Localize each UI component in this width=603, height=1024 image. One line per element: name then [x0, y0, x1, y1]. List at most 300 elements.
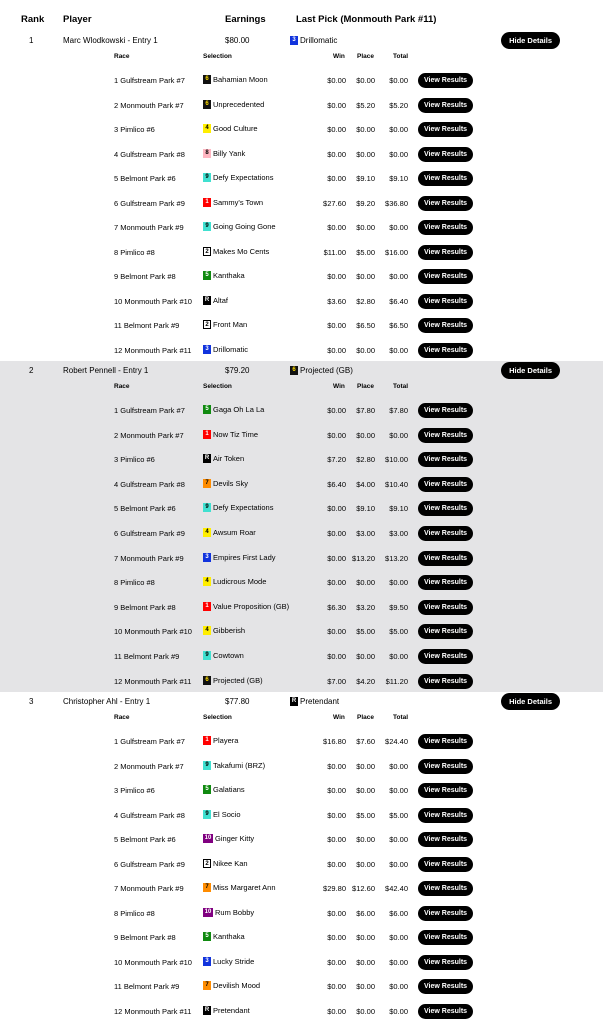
total-amount: $0.00: [368, 786, 408, 795]
view-results-button[interactable]: View Results: [418, 501, 473, 516]
race-result-row: [0, 926, 603, 951]
post-position-badge: 4: [203, 626, 211, 635]
selection-column-header: Selection: [203, 383, 232, 390]
total-amount: $10.00: [368, 455, 408, 464]
win-amount: $0.00: [306, 578, 346, 587]
post-position-badge: 7: [203, 981, 211, 990]
post-position-badge: 6: [290, 366, 298, 375]
view-results-button[interactable]: View Results: [418, 73, 473, 88]
race-result-row: [0, 399, 603, 424]
race-result-row: [0, 828, 603, 853]
race-result-row: [0, 339, 603, 364]
place-amount: $2.80: [335, 297, 375, 306]
rank-header: Rank: [21, 14, 44, 25]
hide-details-button[interactable]: Hide Details: [501, 693, 560, 710]
win-amount: $7.20: [306, 455, 346, 464]
race-name: 7 Monmouth Park #9: [114, 554, 184, 563]
race-result-row: [0, 473, 603, 498]
entry-rank: 1: [29, 36, 33, 45]
win-amount: $0.00: [306, 174, 346, 183]
selection-horse: Drillomatic: [213, 345, 248, 354]
total-amount: $24.40: [368, 737, 408, 746]
race-column-header: Race: [114, 714, 130, 721]
post-position-badge: 1: [203, 430, 211, 439]
selection-horse: Gibberish: [213, 626, 245, 635]
win-column-header: Win: [333, 383, 345, 390]
total-amount: $0.00: [368, 860, 408, 869]
view-results-button[interactable]: View Results: [418, 147, 473, 162]
race-name: 8 Pimlico #8: [114, 578, 155, 587]
entry-earnings: $80.00: [225, 36, 249, 45]
race-name: 7 Monmouth Park #9: [114, 223, 184, 232]
win-amount: $0.00: [306, 504, 346, 513]
post-position-badge: 3: [203, 957, 211, 966]
race-name: 2 Monmouth Park #7: [114, 101, 184, 110]
race-selection: [203, 271, 245, 280]
view-results-button[interactable]: View Results: [418, 245, 473, 260]
post-position-badge: 6: [203, 676, 211, 685]
hide-details-button[interactable]: Hide Details: [501, 32, 560, 49]
total-amount: $5.00: [368, 811, 408, 820]
race-selection: [203, 173, 273, 182]
entry-player-name: Marc Wlodkowski - Entry 1: [63, 36, 158, 45]
place-amount: $5.00: [335, 248, 375, 257]
view-results-button[interactable]: View Results: [418, 171, 473, 186]
race-selection: [203, 932, 245, 941]
post-position-badge: R: [203, 296, 211, 305]
last-pick-header: Last Pick (Monmouth Park #11): [296, 14, 436, 25]
win-amount: $0.00: [306, 1007, 346, 1016]
place-amount: $5.20: [335, 101, 375, 110]
race-selection: [203, 626, 245, 635]
race-selection: [203, 736, 238, 745]
details-column-headers: [0, 714, 603, 730]
view-results-button[interactable]: View Results: [418, 857, 473, 872]
entry-summary-row: [0, 692, 603, 714]
place-amount: $0.00: [335, 860, 375, 869]
race-selection: [203, 602, 289, 611]
race-selection: [203, 75, 268, 84]
place-amount: $0.00: [335, 835, 375, 844]
win-amount: $11.00: [306, 248, 346, 257]
place-amount: $0.00: [335, 652, 375, 661]
place-amount: $7.80: [335, 406, 375, 415]
race-selection: [203, 124, 258, 133]
selection-horse: Front Man: [213, 320, 247, 329]
race-name: 3 Pimlico #6: [114, 786, 155, 795]
view-results-button[interactable]: View Results: [418, 881, 473, 896]
total-amount: $0.00: [368, 431, 408, 440]
win-amount: $0.00: [306, 835, 346, 844]
post-position-badge: 3: [203, 553, 211, 562]
race-name: 12 Monmouth Park #11: [114, 346, 191, 355]
leaderboard-header: [0, 0, 603, 34]
post-position-badge: 5: [203, 405, 211, 414]
entry-rank: 2: [29, 366, 33, 375]
selection-horse: Rum Bobby: [215, 908, 254, 917]
view-results-button[interactable]: View Results: [418, 674, 473, 689]
view-results-button[interactable]: View Results: [418, 955, 473, 970]
earnings-header: Earnings: [225, 14, 266, 25]
race-result-row: [0, 69, 603, 94]
selection-horse: Projected (GB): [213, 676, 263, 685]
race-result-row: [0, 951, 603, 976]
post-position-badge: 10: [203, 834, 213, 843]
race-selection: [203, 222, 276, 231]
selection-horse: Ludicrous Mode: [213, 577, 266, 586]
race-name: 1 Gulfstream Park #7: [114, 737, 185, 746]
total-amount: $0.00: [368, 835, 408, 844]
selection-horse: Pretendant: [213, 1006, 250, 1015]
view-results-button[interactable]: View Results: [418, 403, 473, 418]
win-amount: $0.00: [306, 982, 346, 991]
place-amount: $7.60: [335, 737, 375, 746]
race-selection: [203, 981, 260, 990]
place-amount: $6.50: [335, 321, 375, 330]
place-amount: $5.00: [335, 811, 375, 820]
race-name: 8 Pimlico #8: [114, 248, 155, 257]
place-column-header: Place: [357, 53, 374, 60]
race-result-row: [0, 620, 603, 645]
race-result-row: [0, 853, 603, 878]
view-results-button[interactable]: View Results: [418, 196, 473, 211]
selection-horse: Devilish Mood: [213, 981, 260, 990]
place-amount: $4.20: [335, 677, 375, 686]
total-amount: $9.10: [368, 504, 408, 513]
win-amount: $0.00: [306, 529, 346, 538]
selection-horse: Empires First Lady: [213, 553, 276, 562]
entry-last-pick: [290, 36, 337, 45]
post-position-badge: 5: [203, 785, 211, 794]
race-result-row: [0, 192, 603, 217]
total-amount: $9.10: [368, 174, 408, 183]
race-selection: [203, 553, 276, 562]
race-column-header: Race: [114, 383, 130, 390]
total-amount: $0.00: [368, 76, 408, 85]
place-amount: $0.00: [335, 958, 375, 967]
last-pick-horse: Pretendant: [300, 697, 339, 706]
race-name: 6 Gulfstream Park #9: [114, 529, 185, 538]
selection-horse: Playera: [213, 736, 238, 745]
race-result-row: [0, 143, 603, 168]
place-amount: $0.00: [335, 76, 375, 85]
race-result-row: [0, 755, 603, 780]
race-name: 3 Pimlico #6: [114, 125, 155, 134]
race-result-row: [0, 265, 603, 290]
win-amount: $0.00: [306, 811, 346, 820]
win-amount: $0.00: [306, 101, 346, 110]
race-result-row: [0, 497, 603, 522]
entry-summary-row: [0, 31, 603, 53]
race-result-row: [0, 314, 603, 339]
place-column-header: Place: [357, 714, 374, 721]
race-selection: [203, 810, 241, 819]
race-name: 12 Monmouth Park #11: [114, 677, 191, 686]
view-results-button[interactable]: View Results: [418, 269, 473, 284]
selection-horse: Air Token: [213, 454, 244, 463]
race-selection: [203, 577, 266, 586]
post-position-badge: 7: [203, 883, 211, 892]
selection-horse: Makes Mo Cents: [213, 247, 269, 256]
race-name: 4 Gulfstream Park #8: [114, 480, 185, 489]
total-amount: $0.00: [368, 982, 408, 991]
selection-horse: Awsum Roar: [213, 528, 256, 537]
selection-horse: Billy Yank: [213, 149, 245, 158]
view-results-button[interactable]: View Results: [418, 428, 473, 443]
race-selection: [203, 454, 244, 463]
win-amount: $0.00: [306, 786, 346, 795]
race-result-row: [0, 522, 603, 547]
place-amount: $0.00: [335, 431, 375, 440]
view-results-button[interactable]: View Results: [418, 930, 473, 945]
win-amount: $6.30: [306, 603, 346, 612]
post-position-badge: 3: [203, 345, 211, 354]
race-name: 9 Belmont Park #8: [114, 603, 176, 612]
race-result-row: [0, 670, 603, 695]
leaderboard-entry: [0, 31, 603, 361]
entry-earnings: $79.20: [225, 366, 249, 375]
place-amount: $2.80: [335, 455, 375, 464]
place-amount: $0.00: [335, 223, 375, 232]
win-amount: $0.00: [306, 627, 346, 636]
race-name: 9 Belmont Park #8: [114, 272, 176, 281]
place-amount: $4.00: [335, 480, 375, 489]
place-amount: $0.00: [335, 1007, 375, 1016]
total-amount: $0.00: [368, 652, 408, 661]
post-position-badge: 1: [203, 736, 211, 745]
selection-horse: Gaga Oh La La: [213, 405, 264, 414]
post-position-badge: 10: [203, 908, 213, 917]
race-selection: [203, 785, 245, 794]
race-result-row: [0, 424, 603, 449]
win-amount: $16.80: [306, 737, 346, 746]
selection-horse: Kanthaka: [213, 271, 245, 280]
post-position-badge: 2: [203, 320, 211, 329]
entry-player-name: Robert Pennell - Entry 1: [63, 366, 148, 375]
post-position-badge: 9: [203, 810, 211, 819]
post-position-badge: R: [203, 1006, 211, 1015]
details-column-headers: [0, 53, 603, 69]
race-result-row: [0, 975, 603, 1000]
place-amount: $0.00: [335, 346, 375, 355]
post-position-badge: 1: [203, 602, 211, 611]
win-amount: $0.00: [306, 125, 346, 134]
selection-horse: Unprecedented: [213, 100, 264, 109]
total-amount: $0.00: [368, 272, 408, 281]
total-amount: $0.00: [368, 150, 408, 159]
race-selection: [203, 320, 247, 329]
race-name: 2 Monmouth Park #7: [114, 762, 184, 771]
total-amount: $42.40: [368, 884, 408, 893]
selection-horse: Cowtown: [213, 651, 244, 660]
view-results-button[interactable]: View Results: [418, 1004, 473, 1019]
post-position-badge: 9: [203, 761, 211, 770]
win-amount: $0.00: [306, 652, 346, 661]
race-name: 10 Monmouth Park #10: [114, 297, 192, 306]
view-results-button[interactable]: View Results: [418, 759, 473, 774]
win-amount: $0.00: [306, 272, 346, 281]
selection-horse: Galatians: [213, 785, 245, 794]
selection-horse: Good Culture: [213, 124, 258, 133]
total-amount: $7.80: [368, 406, 408, 415]
place-amount: $0.00: [335, 578, 375, 587]
race-name: 5 Belmont Park #6: [114, 174, 176, 183]
view-results-button[interactable]: View Results: [418, 832, 473, 847]
selection-horse: Devils Sky: [213, 479, 248, 488]
race-name: 11 Belmont Park #9: [114, 321, 179, 330]
win-amount: $6.40: [306, 480, 346, 489]
race-selection: [203, 676, 263, 685]
selection-horse: Now Tiz Time: [213, 430, 258, 439]
total-amount: $0.00: [368, 933, 408, 942]
place-amount: $0.00: [335, 762, 375, 771]
selection-column-header: Selection: [203, 53, 232, 60]
total-amount: $0.00: [368, 125, 408, 134]
place-amount: $9.10: [335, 504, 375, 513]
win-column-header: Win: [333, 714, 345, 721]
win-amount: $0.00: [306, 860, 346, 869]
race-name: 4 Gulfstream Park #8: [114, 150, 185, 159]
total-amount: $16.00: [368, 248, 408, 257]
hide-details-button[interactable]: Hide Details: [501, 362, 560, 379]
race-name: 12 Monmouth Park #11: [114, 1007, 191, 1016]
race-name: 1 Gulfstream Park #7: [114, 406, 185, 415]
post-position-badge: 5: [203, 271, 211, 280]
post-position-badge: 6: [203, 75, 211, 84]
race-result-row: [0, 645, 603, 670]
post-position-badge: R: [203, 454, 211, 463]
place-amount: $9.20: [335, 199, 375, 208]
player-header: Player: [63, 14, 92, 25]
selection-horse: Takafumi (BRZ): [213, 761, 265, 770]
win-amount: $0.00: [306, 909, 346, 918]
race-result-row: [0, 547, 603, 572]
view-results-button[interactable]: View Results: [418, 220, 473, 235]
details-column-headers: [0, 383, 603, 399]
win-amount: $29.80: [306, 884, 346, 893]
win-amount: $0.00: [306, 76, 346, 85]
race-selection: [203, 908, 254, 917]
place-amount: $0.00: [335, 125, 375, 134]
race-result-row: [0, 94, 603, 119]
win-amount: $0.00: [306, 321, 346, 330]
win-amount: $7.00: [306, 677, 346, 686]
post-position-badge: 9: [203, 651, 211, 660]
total-amount: $0.00: [368, 1007, 408, 1016]
view-results-button[interactable]: View Results: [418, 318, 473, 333]
place-amount: $0.00: [335, 150, 375, 159]
race-name: 1 Gulfstream Park #7: [114, 76, 185, 85]
race-result-row: [0, 118, 603, 143]
view-results-button[interactable]: View Results: [418, 122, 473, 137]
post-position-badge: 9: [203, 173, 211, 182]
entry-last-pick: [290, 366, 353, 375]
place-amount: $0.00: [335, 933, 375, 942]
selection-horse: Going Going Gone: [213, 222, 276, 231]
total-amount: $6.00: [368, 909, 408, 918]
total-amount: $10.40: [368, 480, 408, 489]
view-results-button[interactable]: View Results: [418, 575, 473, 590]
view-results-button[interactable]: View Results: [418, 783, 473, 798]
selection-horse: Lucky Stride: [213, 957, 254, 966]
selection-horse: Altaf: [213, 296, 228, 305]
view-results-button[interactable]: View Results: [418, 734, 473, 749]
place-amount: $3.20: [335, 603, 375, 612]
view-results-button[interactable]: View Results: [418, 343, 473, 358]
race-selection: [203, 100, 264, 109]
race-selection: [203, 883, 276, 892]
race-selection: [203, 198, 263, 207]
view-results-button[interactable]: View Results: [418, 600, 473, 615]
race-selection: [203, 405, 264, 414]
view-results-button[interactable]: View Results: [418, 477, 473, 492]
selection-horse: Ginger Kitty: [215, 834, 254, 843]
total-amount: $0.00: [368, 958, 408, 967]
post-position-badge: 4: [203, 577, 211, 586]
view-results-button[interactable]: View Results: [418, 294, 473, 309]
view-results-button[interactable]: View Results: [418, 526, 473, 541]
race-selection: [203, 296, 228, 305]
selection-column-header: Selection: [203, 714, 232, 721]
selection-horse: Value Proposition (GB): [213, 602, 289, 611]
race-selection: [203, 859, 248, 868]
race-result-row: [0, 877, 603, 902]
total-amount: $0.00: [368, 346, 408, 355]
post-position-badge: 9: [203, 503, 211, 512]
selection-horse: Kanthaka: [213, 932, 245, 941]
view-results-button[interactable]: View Results: [418, 624, 473, 639]
race-result-row: [0, 216, 603, 241]
race-name: 2 Monmouth Park #7: [114, 431, 184, 440]
total-amount: $9.50: [368, 603, 408, 612]
post-position-badge: 3: [290, 36, 298, 45]
race-name: 11 Belmont Park #9: [114, 652, 179, 661]
place-amount: $0.00: [335, 982, 375, 991]
leaderboard-entry: [0, 692, 603, 1022]
view-results-button[interactable]: View Results: [418, 979, 473, 994]
selection-horse: Defy Expectations: [213, 173, 273, 182]
view-results-button[interactable]: View Results: [418, 906, 473, 921]
race-name: 11 Belmont Park #9: [114, 982, 179, 991]
total-amount: $13.20: [368, 554, 408, 563]
win-amount: $0.00: [306, 933, 346, 942]
view-results-button[interactable]: View Results: [418, 808, 473, 823]
view-results-button[interactable]: View Results: [418, 98, 473, 113]
total-amount: $11.20: [368, 677, 408, 686]
view-results-button[interactable]: View Results: [418, 452, 473, 467]
race-selection: [203, 503, 273, 512]
post-position-badge: 5: [203, 932, 211, 941]
race-name: 8 Pimlico #8: [114, 909, 155, 918]
view-results-button[interactable]: View Results: [418, 649, 473, 664]
post-position-badge: 2: [203, 247, 211, 256]
post-position-badge: 1: [203, 198, 211, 207]
entry-earnings: $77.80: [225, 697, 249, 706]
place-amount: $9.10: [335, 174, 375, 183]
place-amount: $12.60: [335, 884, 375, 893]
race-name: 4 Gulfstream Park #8: [114, 811, 185, 820]
race-name: 6 Gulfstream Park #9: [114, 199, 185, 208]
selection-horse: Defy Expectations: [213, 503, 273, 512]
win-amount: $3.60: [306, 297, 346, 306]
leaderboard-entry: [0, 361, 603, 692]
entry-rank: 3: [29, 697, 33, 706]
race-selection: [203, 247, 269, 256]
race-selection: [203, 761, 265, 770]
view-results-button[interactable]: View Results: [418, 551, 473, 566]
total-amount: $0.00: [368, 762, 408, 771]
win-column-header: Win: [333, 53, 345, 60]
